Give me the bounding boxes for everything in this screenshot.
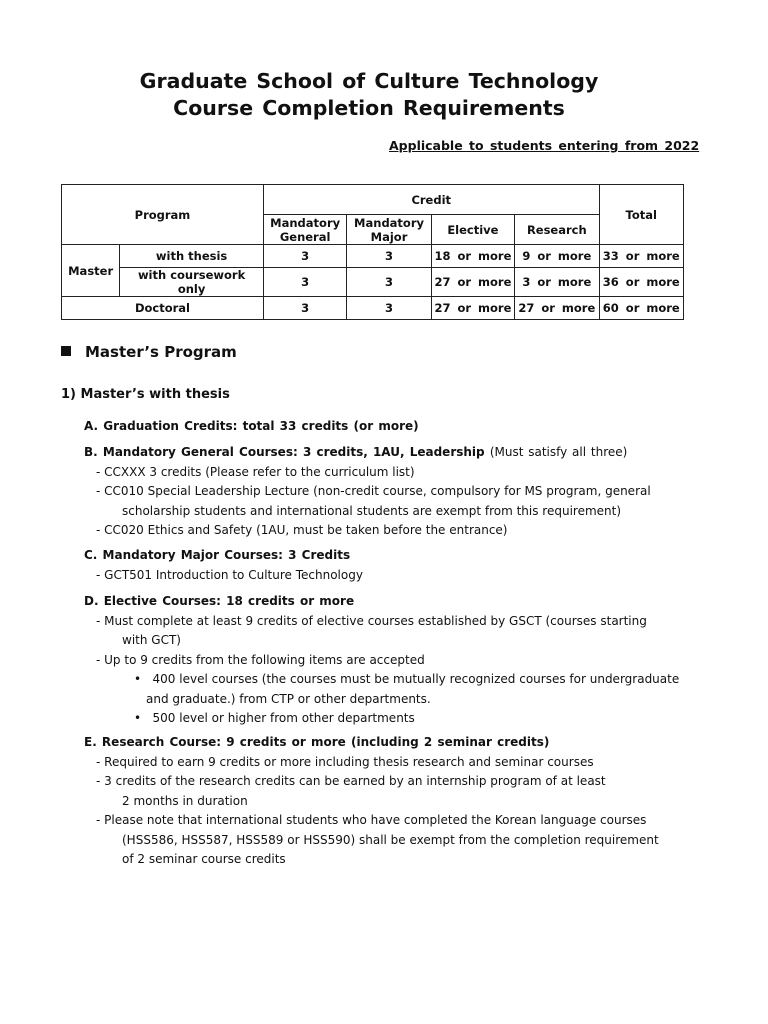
square-bullet-icon [61, 346, 71, 356]
item-b-note: (Must satisfy all three) [489, 445, 628, 459]
bullet-item [84, 670, 680, 690]
row-name: with thesis [120, 245, 264, 268]
item-a [84, 417, 680, 437]
master-label: Master [62, 245, 120, 297]
bullet-icon: • [134, 672, 153, 686]
list-item: - 3 credits of the research credits can be earned by an internship program of at least [96, 774, 606, 788]
bullet-item-continued: and graduate.) from CTP or other departments. [146, 691, 431, 706]
requirements-table [61, 184, 684, 320]
list-item-continued: of 2 seminar course credits [122, 852, 286, 866]
section-heading [61, 343, 237, 361]
list-item: - Must complete at least 9 credits of elective courses established by GSCT (courses starting [96, 613, 647, 628]
cell-elective: 27 or more [431, 297, 514, 320]
row-name: with coursework only [120, 268, 264, 297]
item-a-heading: A. Graduation Credits: total 33 credits (or more) [84, 419, 419, 433]
item-b-bold: B. Mandatory General Courses: 3 credits, 1AU, Leadership [84, 445, 485, 459]
table-row [62, 297, 684, 320]
row-name: Doctoral [62, 297, 264, 320]
bullet-text: 400 level courses (the courses must be mutually recognized courses for undergraduate [152, 672, 680, 686]
document-title [0, 68, 738, 122]
item-b-heading [84, 443, 680, 463]
bullet-text: 500 level or higher from other departments [152, 711, 415, 725]
cell-research: 3 or more [515, 268, 599, 297]
cell-mand-general: 3 [263, 297, 346, 320]
list-item-continued: (HSS586, HSS587, HSS589 or HSS590) shall be exempt from the completion requirement [122, 832, 659, 847]
elective-header: Elective [431, 215, 514, 245]
cell-total: 60 or more [599, 297, 683, 320]
table-row [62, 245, 684, 268]
cell-mand-major: 3 [347, 297, 431, 320]
list-item: - Up to 9 credits from the following items are accepted [96, 652, 425, 667]
list-item-continued: scholarship students and international students are exempt from this requirement) [122, 503, 622, 518]
item-c [84, 546, 680, 585]
cell-total: 36 or more [599, 268, 683, 297]
title-line-1: Graduate School of Culture Technology [139, 69, 599, 93]
bullet-item [84, 709, 680, 729]
item-e-heading: E. Research Course: 9 credits or more (including 2 seminar credits) [84, 735, 550, 749]
list-item-continued: 2 months in duration [122, 793, 248, 808]
item-d [84, 592, 680, 729]
table-row [62, 268, 684, 297]
item-b [84, 443, 680, 541]
credit-header: Credit [263, 185, 599, 215]
program-header: Program [62, 185, 264, 245]
bullet-icon: • [134, 711, 153, 725]
mand-general-header: Mandatory General [263, 215, 346, 245]
cell-mand-major: 3 [347, 268, 431, 297]
cell-elective: 27 or more [431, 268, 514, 297]
list-item: - CC020 Ethics and Safety (1AU, must be taken before the entrance) [96, 523, 508, 537]
item-d-heading: D. Elective Courses: 18 credits or more [84, 594, 355, 608]
total-header: Total [599, 185, 683, 245]
section-heading-text: Master’s Program [85, 343, 237, 361]
list-item: - Required to earn 9 credits or more including thesis research and seminar courses [96, 754, 594, 769]
cell-mand-general: 3 [263, 245, 346, 268]
list-item: - GCT501 Introduction to Culture Technology [96, 567, 363, 582]
cell-total: 33 or more [599, 245, 683, 268]
list-item: - CCXXX 3 credits (Please refer to the curriculum list) [96, 464, 415, 479]
title-line-2: Course Completion Requirements [173, 96, 565, 120]
cell-research: 9 or more [515, 245, 599, 268]
list-item: - Please note that international students who have completed the Korean language courses [96, 813, 647, 827]
subsection-heading: 1) Master’s with thesis [61, 387, 230, 402]
applicability-note: Applicable to students entering from 2022 [389, 138, 700, 153]
item-e [84, 733, 680, 870]
list-item: - CC010 Special Leadership Lecture (non-credit course, compulsory for MS program, general [96, 484, 651, 498]
cell-elective: 18 or more [431, 245, 514, 268]
item-c-heading: C. Mandatory Major Courses: 3 Credits [84, 548, 351, 562]
cell-mand-major: 3 [347, 245, 431, 268]
cell-mand-general: 3 [263, 268, 346, 297]
mand-major-header: Mandatory Major [347, 215, 431, 245]
research-header: Research [515, 215, 599, 245]
list-item-continued: with GCT) [122, 633, 181, 647]
cell-research: 27 or more [515, 297, 599, 320]
